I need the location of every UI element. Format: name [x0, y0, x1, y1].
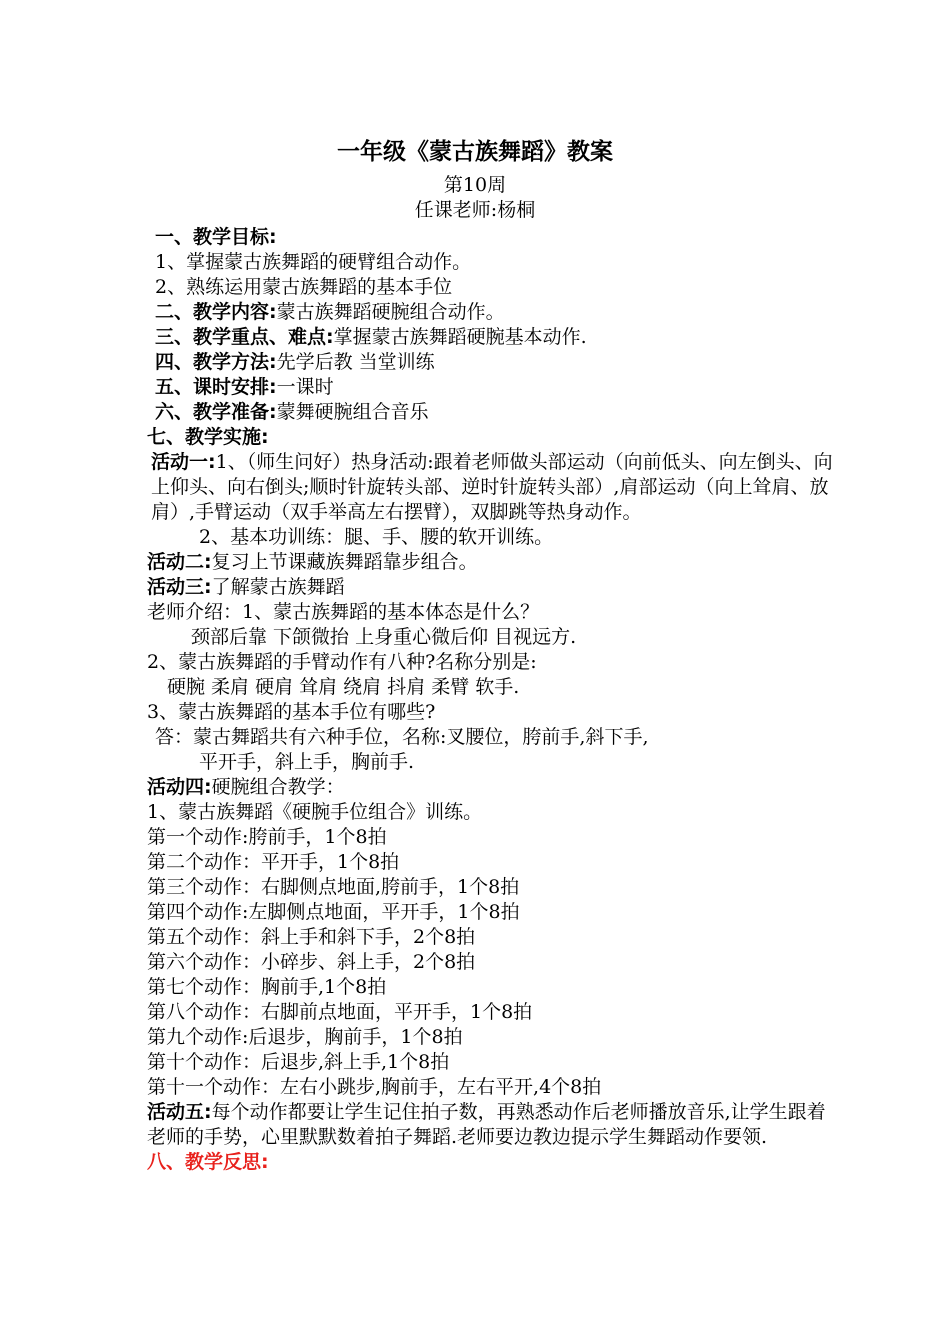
- document-body: [147, 225, 837, 1175]
- activity-4-heading: 活动四:: [147, 776, 212, 798]
- activity-3-heading: 活动三:: [147, 576, 212, 598]
- activity-3-text: 了解蒙古族舞蹈: [211, 576, 345, 598]
- goals-heading: 一、教学目标:: [155, 226, 277, 248]
- goal-2: 2、熟练运用蒙古族舞蹈的基本手位: [155, 276, 453, 298]
- activity-5-text: 每个动作都要让学生记住拍子数，再熟悉动作后老师播放音乐,让学生跟着老师的手势，心里默默数着拍子舞蹈.老师要边教边提示学生舞蹈动作要领.: [147, 1101, 826, 1148]
- move-item: 第四个动作:左脚侧点地面，平开手，1个8拍: [147, 901, 520, 923]
- activity-5: [147, 1100, 837, 1150]
- time-heading: 五、课时安排:: [155, 376, 277, 398]
- method-text: 先学后教 当堂训练: [276, 351, 435, 373]
- answer-3: 答：蒙古舞蹈共有六种手位，名称:叉腰位，胯前手,斜下手,: [155, 726, 649, 748]
- activity-3: [147, 575, 837, 600]
- activity-4-text: 硬腕组合教学：: [211, 776, 345, 798]
- move-item: 第六个动作：小碎步、斜上手，2个8拍: [147, 951, 476, 973]
- answer-1: 颈部后靠 下颌微抬 上身重心微后仰 目视远方.: [191, 626, 577, 648]
- method-line: [147, 350, 837, 375]
- move-item: 第九个动作:后退步，胸前手，1个8拍: [147, 1026, 463, 1048]
- question-2: 2、蒙古族舞蹈的手臂动作有八种?名称分别是:: [147, 651, 537, 673]
- activity-1-heading: 活动一:: [151, 451, 216, 473]
- move-item: 第八个动作：右脚前点地面，平开手，1个8拍: [147, 1001, 533, 1023]
- move-item: 第一个动作:胯前手，1个8拍: [147, 826, 387, 848]
- key-heading: 三、教学重点、难点:: [155, 326, 334, 348]
- activity-1-item-2: 2、基本功训练：腿、手、腰的软开训练。: [199, 526, 554, 548]
- key-line: [147, 325, 837, 350]
- teacher-intro: 老师介绍：1、蒙古族舞蹈的基本体态是什么？: [147, 601, 540, 623]
- key-text: 掌握蒙古族舞蹈硬腕基本动作.: [333, 326, 587, 348]
- content-text: 蒙古族舞蹈硬腕组合动作。: [276, 301, 505, 323]
- prep-heading: 六、教学准备:: [155, 401, 277, 423]
- prep-text: 蒙舞硬腕组合音乐: [276, 401, 429, 423]
- activity-2-heading: 活动二:: [147, 551, 212, 573]
- activity-4: [147, 775, 837, 800]
- activity-1-text: 1、（师生问好）热身活动:跟着老师做头部运动（向前低头、向左倒头、向上仰头、向右倒头;顺时针旋转头部、逆时针旋转头部）,肩部运动（向上耸肩、放肩）,手臂运动（双手举高左右摆臂），双脚跳等热身动作。: [151, 451, 833, 523]
- content-line: [147, 300, 837, 325]
- reflection-heading: 八、教学反思:: [147, 1151, 269, 1173]
- activity-4-sub: 1、蒙古族舞蹈《硬腕手位组合》训练。: [147, 801, 483, 823]
- activity-2-text: 复习上节课藏族舞蹈靠步组合。: [211, 551, 478, 573]
- answer-3-cont: 平开手，斜上手，胸前手.: [199, 751, 415, 773]
- teacher-label: 任课老师:杨桐: [414, 199, 536, 221]
- time-line: [147, 375, 837, 400]
- content-heading: 二、教学内容:: [155, 301, 277, 323]
- time-text: 一课时: [276, 376, 334, 398]
- question-3: 3、蒙古族舞蹈的基本手位有哪些?: [147, 701, 436, 723]
- week-label: 第10周: [443, 174, 507, 196]
- document-title: 一年级《蒙古族舞蹈》教案: [337, 139, 613, 165]
- move-item: 第五个动作：斜上手和斜下手，2个8拍: [147, 926, 476, 948]
- activity-1: [147, 450, 837, 525]
- move-item: 第二个动作：平开手，1个8拍: [147, 851, 400, 873]
- method-heading: 四、教学方法:: [155, 351, 277, 373]
- prep-line: [147, 400, 837, 425]
- move-item: 第三个动作：右脚侧点地面,胯前手，1个8拍: [147, 876, 520, 898]
- move-item: 第十个动作：后退步,斜上手,1个8拍: [147, 1051, 450, 1073]
- impl-heading: 七、教学实施:: [147, 426, 269, 448]
- activity-5-heading: 活动五:: [147, 1101, 212, 1123]
- move-item: 第七个动作：胸前手,1个8拍: [147, 976, 387, 998]
- move-item: 第十一个动作：左右小跳步,胸前手，左右平开,4个8拍: [147, 1076, 602, 1098]
- answer-2: 硬腕 柔肩 硬肩 耸肩 绕肩 抖肩 柔臂 软手.: [167, 676, 520, 698]
- activity-2: [147, 550, 837, 575]
- goal-1: 1、掌握蒙古族舞蹈的硬臂组合动作。: [155, 251, 472, 273]
